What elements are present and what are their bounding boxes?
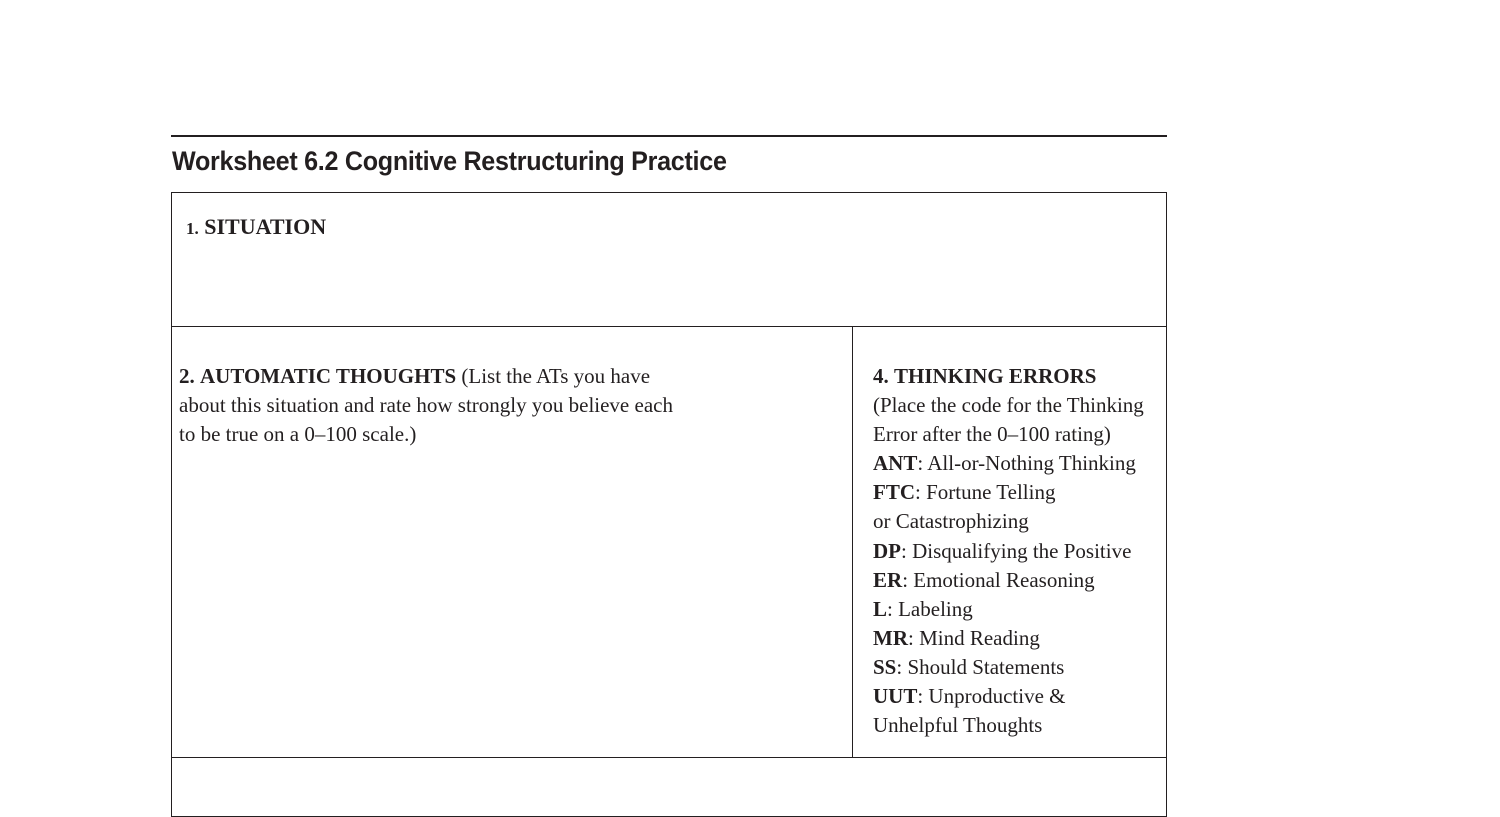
next-section-box[interactable] bbox=[171, 757, 1167, 817]
thinking-error-code: ER bbox=[873, 567, 903, 592]
automatic-thoughts-prompt bbox=[179, 362, 699, 449]
thinking-error-description-continued: or Catastrophizing bbox=[873, 509, 1029, 534]
thinking-error-code-item bbox=[873, 537, 1163, 566]
thinking-error-description-continued: Unhelpful Thoughts bbox=[873, 713, 1043, 738]
thinking-errors-number: 4. bbox=[873, 364, 889, 388]
thinking-error-code: MR bbox=[873, 625, 908, 650]
thinking-errors-legend bbox=[873, 362, 1163, 740]
thinking-error-code: UUT bbox=[873, 684, 918, 709]
situation-label bbox=[186, 214, 326, 240]
thinking-error-code: FTC bbox=[873, 480, 915, 505]
automatic-thoughts-instruction-2: about this situation and rate how strongly you believe each bbox=[179, 393, 673, 417]
thinking-error-code: L bbox=[873, 596, 888, 621]
thinking-errors-heading-line bbox=[873, 362, 1163, 391]
thinking-error-code-item bbox=[873, 566, 1163, 595]
thinking-error-description: : Disqualifying the Positive bbox=[901, 538, 1132, 563]
situation-box[interactable] bbox=[171, 192, 1167, 327]
thinking-error-code-item bbox=[873, 624, 1163, 653]
thinking-error-description: : Mind Reading bbox=[908, 625, 1040, 650]
situation-heading: SITUATION bbox=[204, 214, 327, 239]
automatic-thoughts-instruction-1: (List the ATs you have bbox=[461, 364, 651, 388]
thinking-error-codes-list bbox=[873, 449, 1163, 740]
thinking-errors-heading: THINKING ERRORS bbox=[894, 364, 1097, 388]
thinking-error-description: : Unproductive & bbox=[917, 684, 1066, 709]
thinking-errors-instruction-1: (Place the code for the Thinking bbox=[873, 393, 1144, 418]
automatic-thoughts-number: 2. bbox=[179, 364, 195, 388]
thinking-error-code-item bbox=[873, 595, 1163, 624]
automatic-thoughts-instruction-3: to be true on a 0–100 scale.) bbox=[179, 422, 417, 446]
automatic-thoughts-heading: AUTOMATIC THOUGHTS bbox=[200, 364, 457, 388]
thinking-error-description: : Fortune Telling bbox=[915, 480, 1056, 505]
situation-number: 1. bbox=[186, 219, 199, 238]
thinking-error-description: : All-or-Nothing Thinking bbox=[917, 451, 1136, 476]
title-top-rule bbox=[171, 135, 1167, 137]
thinking-error-code-item bbox=[873, 449, 1163, 478]
thinking-errors-instruction-2: Error after the 0–100 rating) bbox=[873, 422, 1111, 447]
thinking-error-code: SS bbox=[873, 654, 897, 679]
thinking-error-description: : Labeling bbox=[887, 596, 973, 621]
thinking-error-code: DP bbox=[873, 538, 901, 563]
thinking-error-code-item bbox=[873, 478, 1163, 507]
worksheet-title: Worksheet 6.2 Cognitive Restructuring Practice bbox=[172, 146, 727, 176]
thinking-error-description: : Emotional Reasoning bbox=[902, 567, 1095, 592]
thinking-error-code-item bbox=[873, 682, 1163, 711]
thinking-error-description: : Should Statements bbox=[896, 654, 1065, 679]
thinking-error-code-item bbox=[873, 653, 1163, 682]
thinking-error-code: ANT bbox=[873, 451, 918, 476]
